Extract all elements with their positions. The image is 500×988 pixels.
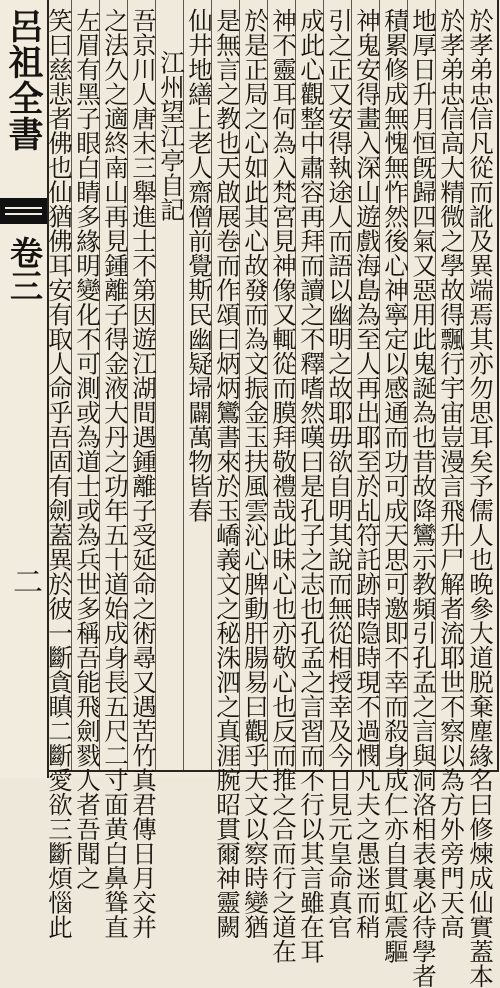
ornament-line — [5, 213, 42, 215]
text-column: 神鬼安得畫入深山遊戲海島為至人再出耶至於乩符託跡時隐時現不過憫凡夫之愚迷而稍 — [353, 8, 382, 939]
text-column: 吾京川人唐末三舉進士不第因遊江湖間遇鍾離子受延命之術尋又遇苦竹真君傳日月交并 — [129, 8, 158, 939]
text-column: 左眉有黑子眼白睛多緣明變化不可測或為道士或為兵世多稱吾能飛劍戮人者吾聞之 — [73, 8, 102, 890]
text-column: 仙井地繕上老人齋僧前覺斯民幽疑埽闢萬物皆春 — [185, 8, 214, 523]
essay-title: 江州望江亭自記 — [157, 50, 186, 222]
text-column: 地厚日升月恒旣歸四氣又惡用此鬼誕為也昔故降鸞示教頻引孔孟之言與洞洛相表裏必待學者 — [409, 8, 438, 988]
text-column: 神不靈耳何為入梵宮見神像又輒從而膜拜敬禮哉此昧心也亦敬心也反而推之合而行之道在 — [269, 8, 298, 964]
text-column: 積累修成無愧無怍然後心神寧定以感通而功可成天思可邀即不幸而殺身成仁亦自貫虹震驅 — [381, 8, 410, 964]
text-column: 於孝弟忠信凡從而訛及異端焉其亦勿思耳矣予儒人也晚參大道脱棄塵緣名曰修煉成仙實蓋本 — [466, 8, 495, 988]
ornament-line — [5, 207, 42, 209]
juan-number: 卷三 — [5, 236, 44, 302]
text-column: 之法久之適終南山再見鍾離子得金液大丹之功年五十道始成身長五尺二寸面黄白鼻聳直 — [101, 8, 130, 939]
fish-tail-ornament — [0, 198, 47, 224]
book-title: 呂祖全書 — [3, 8, 44, 152]
page-number: 二 — [7, 566, 42, 596]
text-column: 引之正又安得執途人而語以幽明之故耶毋欲自明其說而無從相授幸及今日見元皇命真官 — [325, 8, 354, 939]
text-column: 成此心觀整中肅容再拜而讀之不釋嗜然嘆曰是孔子之志也孔孟之言習而不行以其言雖在耳 — [297, 8, 326, 964]
text-column: 笑曰慈悲者佛也仙猶佛耳安有取人命乎吾固有劍蓋異於彼一斷貪瞋二斷愛欲三斷煩惱此 — [45, 8, 74, 939]
text-column: 於是正局之心如此其心故發而為文振金玉扶風雲沁心脾動肝腸易曰觀乎天文以察時變猶 — [241, 8, 270, 939]
text-block — [45, 0, 499, 988]
text-column: 是無言之教也天啟展卷而作頌曰炳炳鸞書來於玉嶠義文之秘洙泗之真涯腕昭貫爾神靈闕 — [213, 8, 242, 939]
text-column: 於孝弟忠信高大精微之學故得飄行宇宙豈漫言飛升尸解者流耶世不察以為方外旁門天高 — [437, 8, 466, 939]
page-margin — [0, 0, 49, 778]
